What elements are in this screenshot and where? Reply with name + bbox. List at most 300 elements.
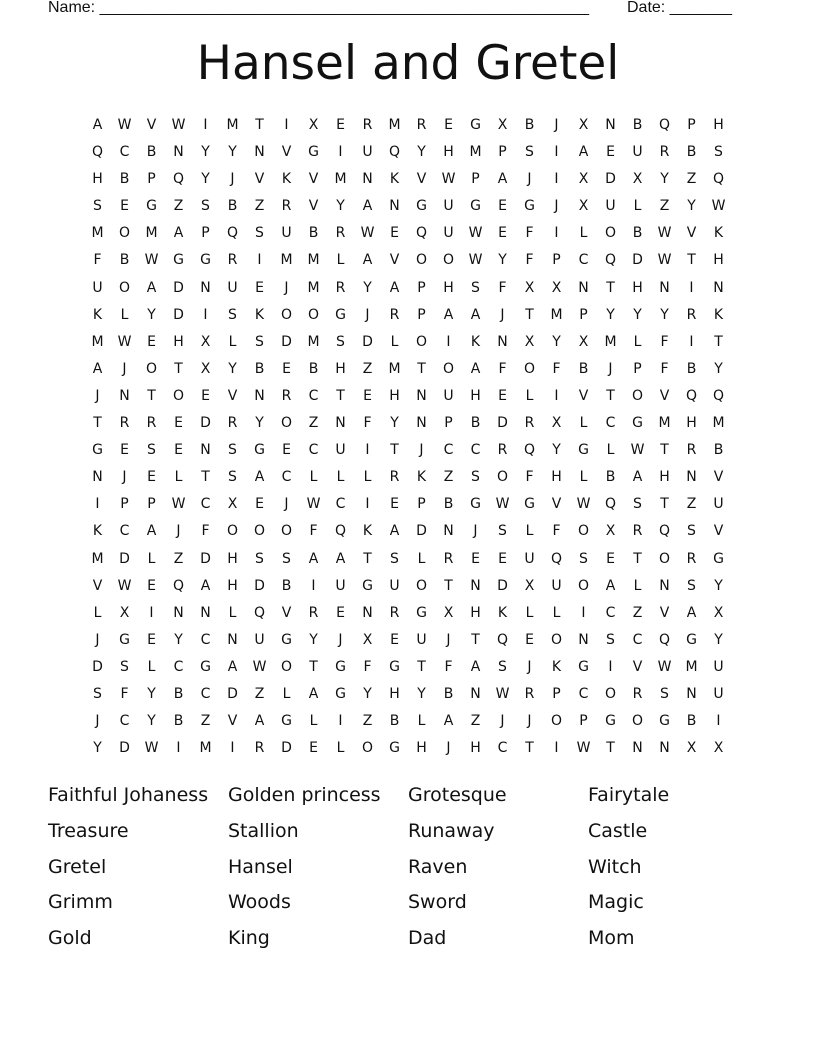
grid-cell[interactable]: L bbox=[93, 604, 102, 621]
grid-cell[interactable]: Z bbox=[470, 713, 481, 730]
grid-cell[interactable]: E bbox=[336, 604, 345, 621]
grid-cell[interactable]: Q bbox=[604, 496, 617, 513]
grid-cell[interactable]: O bbox=[307, 306, 320, 323]
grid-cell[interactable]: S bbox=[255, 333, 264, 350]
grid-cell[interactable]: L bbox=[552, 604, 561, 621]
grid-cell[interactable]: R bbox=[659, 144, 670, 161]
grid-cell[interactable]: L bbox=[336, 252, 345, 269]
grid-cell[interactable]: S bbox=[471, 469, 480, 486]
grid-cell[interactable]: P bbox=[471, 171, 480, 188]
grid-cell[interactable]: N bbox=[470, 577, 481, 594]
grid-cell[interactable]: S bbox=[255, 225, 264, 242]
grid-cell[interactable]: I bbox=[95, 496, 100, 513]
grid-cell[interactable]: Y bbox=[309, 631, 318, 648]
grid-cell[interactable]: U bbox=[605, 198, 616, 215]
grid-cell[interactable]: N bbox=[632, 740, 643, 757]
grid-cell[interactable]: N bbox=[443, 523, 454, 540]
grid-cell[interactable]: F bbox=[498, 279, 507, 296]
grid-cell[interactable]: G bbox=[416, 604, 427, 621]
grid-cell[interactable]: X bbox=[524, 279, 535, 296]
grid-cell[interactable]: I bbox=[365, 442, 370, 459]
grid-cell[interactable]: J bbox=[527, 171, 532, 188]
grid-cell[interactable]: G bbox=[605, 713, 616, 730]
grid-cell[interactable]: Z bbox=[362, 360, 373, 377]
grid-cell[interactable]: C bbox=[578, 685, 589, 702]
grid-cell[interactable]: V bbox=[659, 604, 670, 621]
grid-cell[interactable]: B bbox=[686, 713, 697, 730]
grid-cell[interactable]: T bbox=[309, 658, 318, 675]
grid-cell[interactable]: S bbox=[336, 333, 345, 350]
grid-cell[interactable]: H bbox=[389, 387, 400, 404]
grid-cell[interactable]: O bbox=[658, 550, 671, 567]
grid-cell[interactable]: E bbox=[120, 198, 129, 215]
grid-cell[interactable]: W bbox=[657, 658, 672, 675]
grid-cell[interactable]: K bbox=[92, 523, 103, 540]
grid-cell[interactable]: Y bbox=[714, 360, 723, 377]
grid-cell[interactable]: L bbox=[525, 523, 534, 540]
grid-cell[interactable]: K bbox=[551, 658, 562, 675]
grid-cell[interactable]: Z bbox=[173, 550, 184, 567]
grid-cell[interactable]: V bbox=[551, 496, 562, 513]
grid-cell[interactable]: K bbox=[713, 225, 724, 242]
grid-cell[interactable]: W bbox=[171, 496, 186, 513]
grid-cell[interactable]: A bbox=[92, 360, 103, 377]
grid-cell[interactable]: A bbox=[227, 658, 238, 675]
grid-cell[interactable]: N bbox=[254, 387, 265, 404]
grid-cell[interactable]: D bbox=[119, 740, 130, 757]
grid-cell[interactable]: U bbox=[713, 496, 724, 513]
grid-cell[interactable]: E bbox=[390, 225, 399, 242]
grid-cell[interactable]: A bbox=[389, 523, 400, 540]
grid-cell[interactable]: Y bbox=[687, 198, 696, 215]
grid-cell[interactable]: D bbox=[416, 523, 427, 540]
grid-cell[interactable]: T bbox=[336, 387, 345, 404]
grid-cell[interactable]: C bbox=[308, 442, 319, 459]
grid-cell[interactable]: L bbox=[606, 442, 615, 459]
grid-cell[interactable]: S bbox=[228, 469, 237, 486]
grid-cell[interactable]: N bbox=[605, 117, 616, 133]
grid-cell[interactable]: R bbox=[119, 415, 130, 432]
grid-cell[interactable]: E bbox=[363, 387, 372, 404]
grid-cell[interactable]: Y bbox=[228, 144, 237, 161]
grid-cell[interactable]: Y bbox=[417, 685, 426, 702]
grid-cell[interactable]: M bbox=[307, 333, 320, 350]
grid-cell[interactable]: D bbox=[200, 550, 211, 567]
grid-cell[interactable]: V bbox=[308, 198, 319, 215]
grid-cell[interactable]: E bbox=[606, 550, 615, 567]
grid-cell[interactable]: U bbox=[443, 387, 454, 404]
grid-cell[interactable]: I bbox=[176, 740, 181, 757]
grid-cell[interactable]: T bbox=[525, 306, 534, 323]
grid-cell[interactable]: C bbox=[119, 713, 130, 730]
grid-cell[interactable]: A bbox=[335, 550, 346, 567]
grid-cell[interactable]: Y bbox=[417, 144, 426, 161]
grid-cell[interactable]: C bbox=[200, 631, 211, 648]
grid-cell[interactable]: B bbox=[119, 252, 130, 269]
grid-cell[interactable]: U bbox=[443, 198, 454, 215]
grid-cell[interactable]: V bbox=[389, 252, 400, 269]
grid-cell[interactable]: Z bbox=[308, 415, 319, 432]
grid-cell[interactable]: R bbox=[146, 415, 157, 432]
grid-cell[interactable]: I bbox=[203, 117, 208, 133]
grid-cell[interactable]: R bbox=[227, 252, 238, 269]
grid-cell[interactable]: I bbox=[581, 604, 586, 621]
grid-cell[interactable]: G bbox=[335, 658, 346, 675]
grid-cell[interactable]: B bbox=[443, 496, 454, 513]
grid-cell[interactable]: L bbox=[336, 740, 345, 757]
grid-cell[interactable]: X bbox=[497, 117, 508, 133]
grid-cell[interactable]: V bbox=[146, 117, 157, 133]
grid-cell[interactable]: U bbox=[551, 577, 562, 594]
grid-cell[interactable]: W bbox=[576, 740, 591, 757]
grid-cell[interactable]: P bbox=[444, 415, 453, 432]
grid-cell[interactable]: D bbox=[605, 171, 616, 188]
grid-cell[interactable]: N bbox=[362, 604, 373, 621]
grid-cell[interactable]: L bbox=[147, 550, 156, 567]
grid-cell[interactable]: R bbox=[227, 415, 238, 432]
grid-cell[interactable]: B bbox=[470, 415, 481, 432]
grid-cell[interactable]: X bbox=[686, 740, 697, 757]
grid-cell[interactable]: C bbox=[200, 496, 211, 513]
grid-cell[interactable]: O bbox=[118, 279, 131, 296]
grid-cell[interactable]: U bbox=[362, 144, 373, 161]
grid-cell[interactable]: I bbox=[338, 713, 343, 730]
grid-cell[interactable]: X bbox=[551, 415, 562, 432]
grid-cell[interactable]: A bbox=[146, 523, 157, 540]
grid-cell[interactable]: Y bbox=[255, 415, 264, 432]
grid-cell[interactable]: Y bbox=[552, 333, 561, 350]
grid-cell[interactable]: Y bbox=[147, 713, 156, 730]
grid-cell[interactable]: W bbox=[117, 577, 132, 594]
grid-cell[interactable]: W bbox=[711, 198, 726, 215]
grid-cell[interactable]: Q bbox=[253, 604, 266, 621]
grid-cell[interactable]: G bbox=[281, 631, 292, 648]
grid-cell[interactable]: Z bbox=[173, 198, 184, 215]
grid-cell[interactable]: N bbox=[227, 631, 238, 648]
grid-cell[interactable]: W bbox=[495, 685, 510, 702]
grid-cell[interactable]: S bbox=[687, 577, 696, 594]
grid-cell[interactable]: Q bbox=[604, 252, 617, 269]
grid-cell[interactable]: V bbox=[281, 144, 292, 161]
grid-cell[interactable]: C bbox=[119, 523, 130, 540]
grid-cell[interactable]: B bbox=[119, 171, 130, 188]
grid-cell[interactable]: O bbox=[145, 360, 158, 377]
grid-cell[interactable]: S bbox=[498, 523, 507, 540]
grid-cell[interactable]: M bbox=[550, 306, 563, 323]
grid-cell[interactable]: E bbox=[444, 117, 453, 133]
grid-cell[interactable]: I bbox=[716, 713, 721, 730]
grid-cell[interactable]: Q bbox=[658, 631, 671, 648]
grid-cell[interactable]: O bbox=[550, 631, 563, 648]
grid-cell[interactable]: T bbox=[471, 631, 480, 648]
grid-cell[interactable]: A bbox=[443, 306, 454, 323]
grid-cell[interactable]: L bbox=[579, 225, 588, 242]
grid-cell[interactable]: X bbox=[551, 279, 562, 296]
grid-cell[interactable]: A bbox=[308, 685, 319, 702]
grid-cell[interactable]: S bbox=[579, 550, 588, 567]
grid-cell[interactable]: X bbox=[578, 117, 589, 133]
grid-cell[interactable]: A bbox=[497, 171, 508, 188]
grid-cell[interactable]: F bbox=[525, 469, 534, 486]
grid-cell[interactable]: N bbox=[497, 333, 508, 350]
grid-cell[interactable]: B bbox=[632, 117, 643, 133]
grid-cell[interactable]: W bbox=[117, 117, 132, 133]
grid-cell[interactable]: G bbox=[362, 577, 373, 594]
grid-cell[interactable]: D bbox=[92, 658, 103, 675]
grid-cell[interactable]: J bbox=[554, 117, 559, 133]
grid-cell[interactable]: Y bbox=[390, 415, 399, 432]
grid-cell[interactable]: P bbox=[417, 306, 426, 323]
grid-cell[interactable]: Z bbox=[632, 604, 643, 621]
grid-cell[interactable]: A bbox=[362, 252, 373, 269]
grid-cell[interactable]: Y bbox=[201, 144, 210, 161]
grid-cell[interactable]: Y bbox=[660, 306, 669, 323]
grid-cell[interactable]: K bbox=[416, 469, 427, 486]
grid-cell[interactable]: D bbox=[497, 577, 508, 594]
grid-cell[interactable]: L bbox=[417, 550, 426, 567]
grid-cell[interactable]: L bbox=[282, 685, 291, 702]
grid-cell[interactable]: E bbox=[174, 415, 183, 432]
grid-cell[interactable]: E bbox=[147, 577, 156, 594]
grid-cell[interactable]: G bbox=[335, 306, 346, 323]
grid-cell[interactable]: L bbox=[309, 469, 318, 486]
grid-cell[interactable]: E bbox=[498, 550, 507, 567]
grid-cell[interactable]: P bbox=[498, 144, 507, 161]
grid-cell[interactable]: G bbox=[578, 442, 589, 459]
grid-cell[interactable]: U bbox=[335, 577, 346, 594]
grid-cell[interactable]: Y bbox=[201, 171, 210, 188]
grid-cell[interactable]: Q bbox=[523, 442, 536, 459]
grid-cell[interactable]: D bbox=[497, 415, 508, 432]
grid-cell[interactable]: O bbox=[118, 225, 131, 242]
grid-cell[interactable]: O bbox=[550, 713, 563, 730]
grid-cell[interactable]: I bbox=[446, 333, 451, 350]
grid-cell[interactable]: T bbox=[363, 550, 372, 567]
grid-cell[interactable]: S bbox=[606, 631, 615, 648]
grid-cell[interactable]: V bbox=[227, 713, 238, 730]
grid-cell[interactable]: W bbox=[657, 252, 672, 269]
grid-cell[interactable]: X bbox=[200, 360, 211, 377]
grid-cell[interactable]: O bbox=[631, 387, 644, 404]
grid-cell[interactable]: H bbox=[227, 550, 238, 567]
grid-cell[interactable]: J bbox=[419, 442, 424, 459]
grid-cell[interactable]: E bbox=[525, 631, 534, 648]
grid-cell[interactable]: E bbox=[147, 631, 156, 648]
grid-cell[interactable]: P bbox=[417, 496, 426, 513]
grid-cell[interactable]: P bbox=[147, 171, 156, 188]
grid-cell[interactable]: I bbox=[311, 577, 316, 594]
grid-cell[interactable]: W bbox=[468, 225, 483, 242]
grid-cell[interactable]: H bbox=[416, 740, 427, 757]
grid-cell[interactable]: X bbox=[578, 171, 589, 188]
grid-cell[interactable]: O bbox=[442, 252, 455, 269]
grid-cell[interactable]: X bbox=[308, 117, 319, 133]
grid-cell[interactable]: L bbox=[147, 658, 156, 675]
grid-cell[interactable]: E bbox=[147, 333, 156, 350]
grid-cell[interactable]: D bbox=[281, 333, 292, 350]
grid-cell[interactable]: B bbox=[227, 198, 238, 215]
grid-cell[interactable]: X bbox=[632, 171, 643, 188]
grid-cell[interactable]: M bbox=[388, 117, 401, 133]
grid-cell[interactable]: T bbox=[633, 550, 642, 567]
grid-cell[interactable]: V bbox=[713, 469, 724, 486]
grid-cell[interactable]: A bbox=[200, 577, 211, 594]
grid-cell[interactable]: D bbox=[173, 306, 184, 323]
grid-cell[interactable]: E bbox=[309, 740, 318, 757]
grid-cell[interactable]: N bbox=[686, 685, 697, 702]
grid-cell[interactable]: S bbox=[93, 685, 102, 702]
grid-cell[interactable]: R bbox=[281, 198, 292, 215]
grid-cell[interactable]: R bbox=[632, 523, 643, 540]
grid-cell[interactable]: W bbox=[360, 225, 375, 242]
grid-cell[interactable]: V bbox=[308, 171, 319, 188]
grid-cell[interactable]: Y bbox=[93, 740, 102, 757]
grid-cell[interactable]: I bbox=[689, 279, 694, 296]
grid-cell[interactable]: X bbox=[713, 740, 724, 757]
grid-cell[interactable]: E bbox=[201, 387, 210, 404]
grid-cell[interactable]: M bbox=[307, 279, 320, 296]
grid-cell[interactable]: G bbox=[416, 198, 427, 215]
grid-cell[interactable]: A bbox=[173, 225, 184, 242]
grid-cell[interactable]: T bbox=[714, 333, 723, 350]
grid-cell[interactable]: I bbox=[149, 604, 154, 621]
grid-cell[interactable]: O bbox=[280, 523, 293, 540]
grid-cell[interactable]: X bbox=[200, 333, 211, 350]
grid-cell[interactable]: X bbox=[524, 333, 535, 350]
grid-cell[interactable]: C bbox=[443, 442, 454, 459]
grid-cell[interactable]: L bbox=[633, 198, 642, 215]
grid-cell[interactable]: X bbox=[605, 523, 616, 540]
grid-cell[interactable]: I bbox=[554, 144, 559, 161]
grid-cell[interactable]: L bbox=[633, 577, 642, 594]
grid-cell[interactable]: S bbox=[282, 550, 291, 567]
grid-cell[interactable]: L bbox=[417, 713, 426, 730]
grid-cell[interactable]: T bbox=[660, 442, 669, 459]
grid-cell[interactable]: Y bbox=[660, 171, 669, 188]
grid-cell[interactable]: G bbox=[146, 198, 157, 215]
grid-cell[interactable]: F bbox=[363, 658, 372, 675]
grid-cell[interactable]: K bbox=[389, 171, 400, 188]
grid-cell[interactable]: C bbox=[200, 685, 211, 702]
grid-cell[interactable]: J bbox=[122, 360, 127, 377]
grid-cell[interactable]: E bbox=[498, 225, 507, 242]
grid-cell[interactable]: N bbox=[254, 144, 265, 161]
grid-cell[interactable]: P bbox=[687, 117, 696, 133]
grid-cell[interactable]: U bbox=[713, 658, 724, 675]
grid-cell[interactable]: M bbox=[604, 333, 617, 350]
grid-cell[interactable]: O bbox=[280, 306, 293, 323]
grid-cell[interactable]: H bbox=[470, 740, 481, 757]
grid-cell[interactable]: Y bbox=[363, 279, 372, 296]
grid-cell[interactable]: E bbox=[471, 550, 480, 567]
grid-cell[interactable]: V bbox=[686, 225, 697, 242]
grid-cell[interactable]: F bbox=[552, 360, 561, 377]
grid-cell[interactable]: T bbox=[444, 577, 453, 594]
grid-cell[interactable]: M bbox=[280, 252, 293, 269]
grid-cell[interactable]: G bbox=[308, 144, 319, 161]
grid-cell[interactable]: U bbox=[227, 279, 238, 296]
grid-cell[interactable]: J bbox=[473, 523, 478, 540]
grid-cell[interactable]: O bbox=[631, 713, 644, 730]
grid-cell[interactable]: T bbox=[174, 360, 183, 377]
grid-cell[interactable]: S bbox=[255, 550, 264, 567]
grid-cell[interactable]: P bbox=[579, 713, 588, 730]
grid-cell[interactable]: T bbox=[390, 442, 399, 459]
grid-cell[interactable]: W bbox=[117, 333, 132, 350]
grid-cell[interactable]: V bbox=[281, 604, 292, 621]
grid-cell[interactable]: T bbox=[417, 360, 426, 377]
grid-cell[interactable]: H bbox=[551, 469, 562, 486]
grid-cell[interactable]: G bbox=[119, 631, 130, 648]
grid-cell[interactable]: S bbox=[525, 144, 534, 161]
grid-cell[interactable]: E bbox=[174, 442, 183, 459]
grid-cell[interactable]: I bbox=[365, 496, 370, 513]
grid-cell[interactable]: S bbox=[471, 279, 480, 296]
grid-cell[interactable]: Z bbox=[362, 713, 373, 730]
grid-cell[interactable]: H bbox=[713, 252, 724, 269]
grid-cell[interactable]: N bbox=[92, 469, 103, 486]
grid-cell[interactable]: W bbox=[495, 496, 510, 513]
grid-cell[interactable]: I bbox=[338, 144, 343, 161]
grid-cell[interactable]: G bbox=[632, 415, 643, 432]
grid-cell[interactable]: M bbox=[658, 415, 671, 432]
grid-cell[interactable]: P bbox=[552, 252, 561, 269]
grid-cell[interactable]: Z bbox=[686, 171, 697, 188]
grid-cell[interactable]: N bbox=[200, 279, 211, 296]
grid-cell[interactable]: B bbox=[524, 117, 535, 133]
grid-cell[interactable]: E bbox=[390, 496, 399, 513]
grid-cell[interactable]: I bbox=[554, 171, 559, 188]
grid-cell[interactable]: E bbox=[255, 496, 264, 513]
grid-cell[interactable]: S bbox=[687, 523, 696, 540]
grid-cell[interactable]: P bbox=[120, 496, 129, 513]
grid-cell[interactable]: P bbox=[552, 685, 561, 702]
grid-cell[interactable]: Q bbox=[658, 523, 671, 540]
grid-cell[interactable]: G bbox=[524, 496, 535, 513]
grid-cell[interactable]: P bbox=[579, 306, 588, 323]
grid-cell[interactable]: C bbox=[497, 740, 508, 757]
grid-cell[interactable]: Z bbox=[659, 198, 670, 215]
grid-cell[interactable]: Z bbox=[200, 713, 211, 730]
grid-cell[interactable]: Y bbox=[714, 631, 723, 648]
grid-cell[interactable]: Z bbox=[686, 496, 697, 513]
grid-cell[interactable]: A bbox=[308, 550, 319, 567]
grid-cell[interactable]: F bbox=[363, 415, 372, 432]
grid-cell[interactable]: A bbox=[470, 658, 481, 675]
grid-cell[interactable]: N bbox=[659, 740, 670, 757]
grid-cell[interactable]: D bbox=[200, 415, 211, 432]
grid-cell[interactable]: E bbox=[282, 360, 291, 377]
grid-cell[interactable]: M bbox=[91, 550, 104, 567]
grid-cell[interactable]: W bbox=[576, 496, 591, 513]
grid-cell[interactable]: T bbox=[525, 740, 534, 757]
grid-cell[interactable]: R bbox=[281, 387, 292, 404]
grid-cell[interactable]: O bbox=[361, 740, 374, 757]
grid-cell[interactable]: R bbox=[524, 685, 535, 702]
grid-cell[interactable]: V bbox=[92, 577, 103, 594]
grid-cell[interactable]: Y bbox=[174, 631, 183, 648]
grid-cell[interactable]: H bbox=[686, 415, 697, 432]
grid-cell[interactable]: H bbox=[92, 171, 103, 188]
grid-cell[interactable]: I bbox=[554, 387, 559, 404]
grid-cell[interactable]: O bbox=[523, 360, 536, 377]
grid-cell[interactable]: B bbox=[578, 360, 589, 377]
grid-cell[interactable]: Q bbox=[91, 144, 104, 161]
grid-cell[interactable]: T bbox=[606, 387, 615, 404]
grid-cell[interactable]: T bbox=[201, 469, 210, 486]
grid-cell[interactable]: Q bbox=[658, 117, 671, 133]
grid-cell[interactable]: R bbox=[335, 225, 346, 242]
